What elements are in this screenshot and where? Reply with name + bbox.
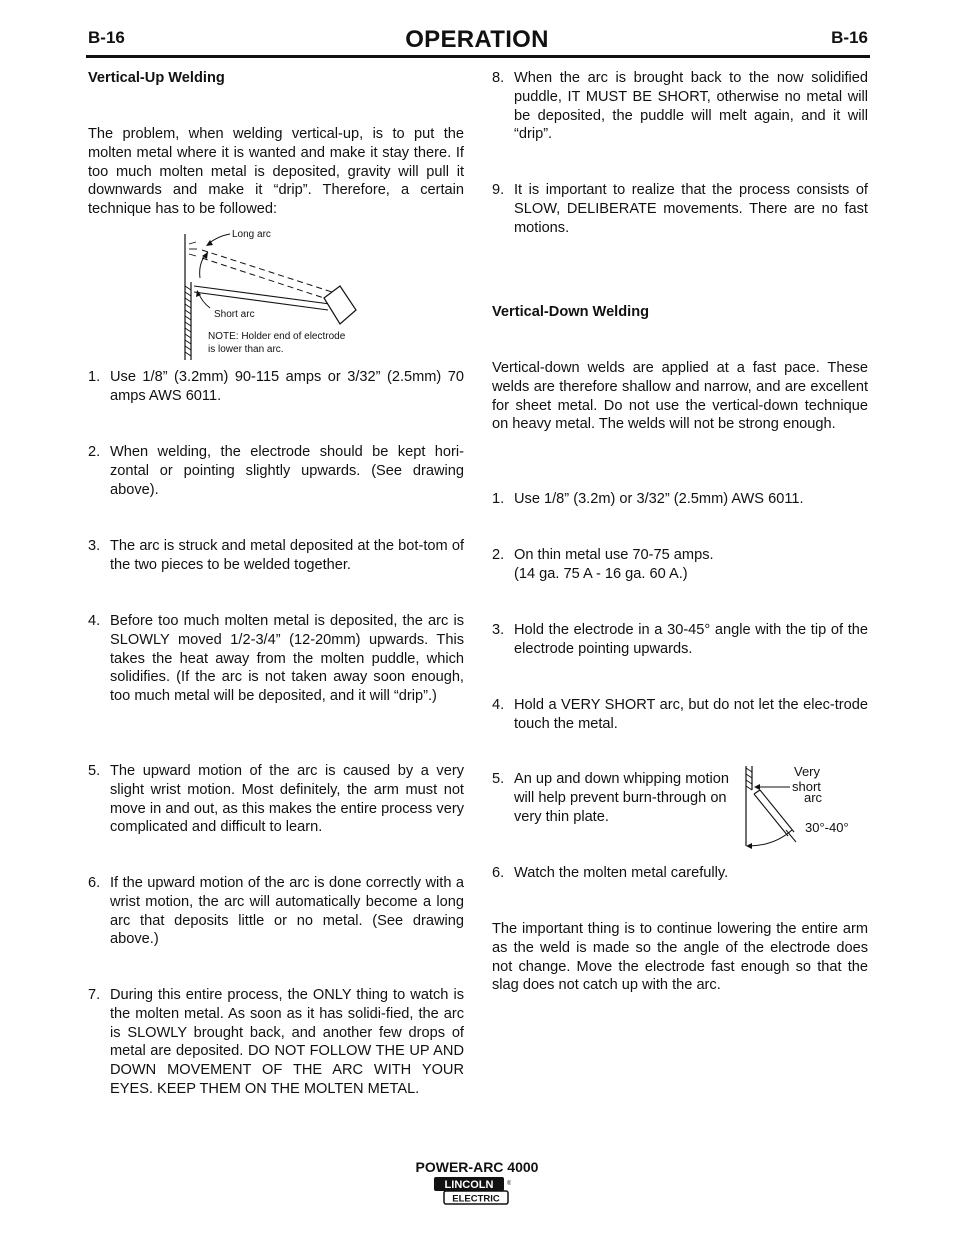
list-item: 5. An up and down whipping motion will help prevent burn-through on very thin plate. bbox=[492, 771, 730, 825]
label-short-arc: Short arc bbox=[214, 309, 255, 320]
list-item: 9. It is important to realize that the process consists of SLOW, DELIBERATE movements. There are no fast motions. bbox=[492, 182, 868, 236]
list-item: 5. The upward motion of the arc is caused by a very slight wrist motion. Most definitely, the arm must not move in and out, as this makes the entire process very complicated and difficult to learn. bbox=[88, 763, 464, 836]
label-very: Very bbox=[794, 764, 821, 779]
label-short: short bbox=[792, 779, 821, 794]
list-item: 8. When the arc is brought back to the now solidified puddle, IT MUST BE SHORT, otherwise no metal will be deposited, the puddle will melt again, and it will “drip”. bbox=[492, 70, 868, 143]
list-item: 2. On thin metal use 70-75 amps. (14 ga. 75 A - 16 ga. 60 A.) bbox=[492, 547, 714, 582]
label-long-arc: Long arc bbox=[232, 229, 271, 240]
svg-text:LINCOLN: LINCOLN bbox=[444, 1179, 494, 1191]
page-code-left: B-16 bbox=[88, 28, 125, 47]
vertical-up-figure bbox=[180, 226, 370, 366]
figure-note-line2: is lower than arc. bbox=[208, 344, 284, 355]
list-item: 6. Watch the molten metal carefully. bbox=[492, 865, 729, 881]
list-item: 4. Before too much molten metal is deposited, the arc is SLOWLY moved 1/2-3/4” (12-20mm) upwards. This takes the heat away from the molten puddle, which solidifies. (If the arc is not taken away soon enough, too much metal will be deposited, and it will “drip”.) bbox=[88, 613, 464, 705]
page-title: OPERATION bbox=[405, 26, 549, 53]
list-item: 3. The arc is struck and metal deposited at the bot-tom of the two pieces to be welded together. bbox=[88, 538, 464, 573]
lincoln-electric-logo bbox=[433, 1176, 511, 1206]
list-item: 7. During this entire process, the ONLY thing to watch is the molten metal. As soon as it has solidi-fied, the arc is SLOWLY brought back, and another few drops of metal are deposited. DO NOT FOLLOW THE UP AND DOWN MOVEMENT OF THE ARC WITH YOUR EYES. KEEP THEM ON THE MOLTEN METAL. bbox=[88, 987, 464, 1097]
svg-text:ELECTRIC: ELECTRIC bbox=[452, 1193, 500, 1205]
list-item: 1. Use 1/8” (3.2m) or 3/32” (2.5mm) AWS 6011. bbox=[492, 491, 804, 507]
vertical-down-intro: Vertical-down welds are applied at a fast pace. These welds are therefore shallow and narrow, and are excellent for sheet metal. Do not use the vertical-down technique on heavy metal. The welds will not be strong enough. bbox=[492, 360, 868, 433]
section-title-vertical-down: Vertical-Down Welding bbox=[492, 304, 650, 320]
list-item: 1. Use 1/8” (3.2mm) 90-115 amps or 3/32” (2.5mm) 70 amps AWS 6011. bbox=[88, 369, 464, 404]
label-angle: 30°-40° bbox=[805, 820, 849, 835]
section-title-vertical-up: Vertical-Up Welding bbox=[88, 70, 225, 86]
product-model: POWER-ARC 4000 bbox=[415, 1159, 539, 1175]
header-rule bbox=[86, 55, 870, 58]
list-item: 3. Hold the electrode in a 30-45° angle with the tip of the electrode pointing upwards. bbox=[492, 622, 868, 657]
label-arc: arc bbox=[804, 790, 823, 805]
list-item: 4. Hold a VERY SHORT arc, but do not let the elec-trode touch the metal. bbox=[492, 697, 868, 732]
vertical-up-intro: The problem, when welding vertical-up, is to put the molten metal where it is wanted and make it stay there. If too much molten metal is deposited, gravity will pull it downwards and make it “drip”. Therefore, a certain technique has to be followed: bbox=[88, 126, 464, 218]
vertical-down-closing: The important thing is to continue lowering the entire arm as the weld is made so the angle of the electrode does not change. Move the electrode fast enough so that the slag does not catch up with the arc. bbox=[492, 921, 868, 994]
list-item: 2. When welding, the electrode should be kept hori-zontal or pointing slightly upwards. (See drawing above). bbox=[88, 444, 464, 498]
page-code-right: B-16 bbox=[831, 28, 868, 47]
list-item: 6. If the upward motion of the arc is done correctly with a wrist motion, the arc will automatically become a long arc that deposits little or no metal. (See drawing above.) bbox=[88, 875, 464, 948]
figure-note-line1: NOTE: Holder end of electrode bbox=[208, 331, 346, 342]
svg-text:®: ® bbox=[507, 1181, 511, 1187]
vertical-down-figure bbox=[740, 762, 862, 854]
